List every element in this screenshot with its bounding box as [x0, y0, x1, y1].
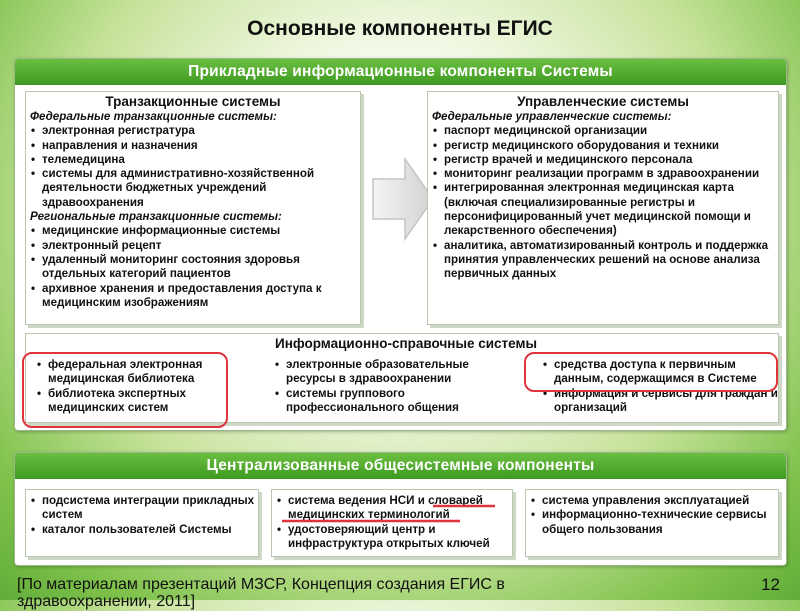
list-item: • регистр врачей и медицинского персонала — [428, 153, 778, 167]
central-components-header: Централизованные общесистемные компоненты — [15, 453, 786, 479]
source-citation — [17, 576, 505, 610]
list-item: • каталог пользователей Системы — [26, 523, 258, 537]
list-item: • интегрированная электронная медицинская карта (включая специализированные регистры и персонифицированный учет медицинской помощи и лекарственного обеспечения) — [428, 181, 778, 238]
nsi-text: система ведения НСИ и — [288, 494, 425, 507]
list-item: • системы группового профессионального общения — [270, 387, 500, 416]
list-item: • электронные образовательные ресурсы в здравоохранении — [270, 358, 500, 387]
list-item: • информационно-технические сервисы общего пользования — [526, 508, 778, 537]
source-citation-line2: здравоохранении, 2011] — [17, 593, 196, 610]
medical-terminologies-text: медицинских терминологий — [288, 508, 450, 522]
applied-components-header: Прикладные информационные компоненты Системы — [15, 59, 786, 85]
source-citation-line1: [По материалам презентаций МЗСР, Концепция создания ЕГИС в — [17, 576, 505, 593]
transactional-systems-title: Транзакционные системы — [105, 94, 281, 109]
list-item: • телемедицина — [26, 153, 360, 167]
federal-management-subtitle: Федеральные управленческие системы: — [432, 110, 672, 123]
list-item: • федеральная электронная медицинская библиотека — [32, 358, 232, 387]
list-item: • электронный рецепт — [26, 239, 360, 253]
list-item: • регистр медицинского оборудования и техники — [428, 139, 778, 153]
list-item: • библиотека экспертных медицинских систем — [32, 387, 232, 416]
list-item: • системы для административно-хозяйственной деятельности бюджетных учреждений здравоохранения — [26, 167, 360, 210]
list-item: • система управления эксплуатацией — [526, 494, 778, 508]
list-item: • медицинские информационные системы — [26, 224, 360, 238]
info-reference-systems-title: Информационно-справочные системы — [274, 336, 538, 351]
list-item: • удаленный мониторинг состояния здоровья отдельных категорий пациентов — [26, 253, 360, 282]
list-item: • направления и назначения — [26, 139, 360, 153]
regional-transactional-subtitle: Региональные транзакционные системы: — [30, 210, 282, 224]
list-item: • паспорт медицинской организации — [428, 124, 778, 138]
list-item: • подсистема интеграции прикладных систем — [26, 494, 258, 523]
list-item: • удостоверяющий центр и инфраструктура открытых ключей — [272, 523, 512, 552]
list-item: • архивное хранения и предоставления доступа к медицинским изображениям — [26, 282, 360, 311]
management-systems-title: Управленческие системы — [517, 94, 689, 109]
list-item: • электронная регистратура — [26, 124, 360, 138]
dictionaries-text: словарей — [428, 494, 483, 507]
list-item: • мониторинг реализации программ в здравоохранении — [428, 167, 778, 181]
page-number: 12 — [761, 575, 780, 594]
list-item: • аналитика, автоматизированный контроль и поддержка принятия управленческих решений на основе анализа первичных данных — [428, 239, 778, 282]
list-item: • информация и сервисы для граждан и организаций — [538, 387, 778, 416]
list-item: • средства доступа к первичным данным, содержащимся в Системе — [538, 358, 778, 387]
slide-title: Основные компоненты ЕГИС — [247, 17, 553, 40]
federal-transactional-subtitle: Федеральные транзакционные системы: — [30, 110, 277, 123]
